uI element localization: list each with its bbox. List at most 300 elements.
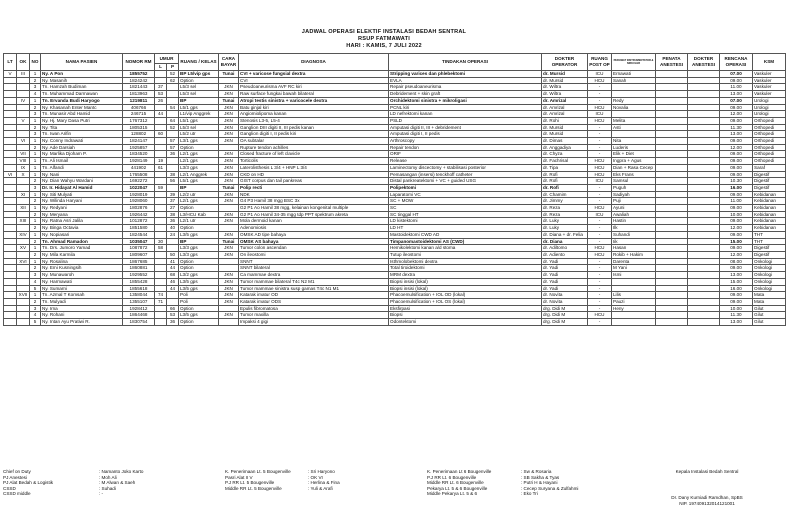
cell-diagnosis: Mola dermoid kanan: [239, 218, 389, 225]
cell-anesthesiologist: [688, 272, 720, 279]
cell-rm: 1692272: [123, 178, 155, 185]
cell-instrumentator: Melita: [612, 117, 656, 124]
cell-time: 12.00: [720, 225, 753, 232]
schedule-body: [4, 71, 786, 326]
cell-procedure: Eksfirpasi: [389, 305, 542, 312]
cell-age-p: [167, 84, 179, 91]
cell-ksm: Vaskuler: [753, 77, 786, 84]
cell-payment: [219, 205, 239, 212]
cell-diagnosis: NDK: [239, 191, 389, 198]
cell-lt: [4, 131, 17, 138]
cell-post-op: -: [588, 218, 612, 225]
cell-instrumentator: Lilis: [612, 292, 656, 299]
col-no: NO: [30, 54, 41, 71]
cell-lt: V: [4, 71, 17, 78]
cell-ok: VII: [17, 151, 30, 158]
cell-name: Ny. Nani: [41, 171, 123, 178]
cell-name: Ny. Wilinda Haryani: [41, 198, 123, 205]
footer-line: : SB Sakha & Tyas: [521, 474, 560, 480]
cell-operator: dr. Amrizal: [542, 111, 588, 118]
cell-room: Option: [179, 319, 219, 326]
cell-room: L3/3 gps: [179, 164, 219, 171]
cell-ok: XVII: [17, 292, 30, 299]
cell-rm: 1355107: [123, 298, 155, 305]
cell-instrumentator: Puguh: [612, 184, 656, 191]
col-perawat: PERAWAT INSTRUMENTATOR & SIRKULER: [612, 54, 656, 71]
cell-no: 1: [30, 117, 41, 124]
cell-name: Ny. Rosalina: [41, 258, 123, 265]
cell-procedure: LD nefrektomi kanan: [389, 111, 542, 118]
cell-lt: [4, 251, 17, 258]
cell-name: Ny. Conny Indrawati: [41, 138, 123, 145]
cell-name: Tn. Ervanda Budi Haryogo: [41, 97, 123, 104]
cell-penata: [656, 164, 688, 171]
cell-anesthesiologist: [688, 238, 720, 245]
cell-name: Ny. Meryana: [41, 211, 123, 218]
cell-rm: 1926442: [123, 211, 155, 218]
cell-age-p: 39: [167, 191, 179, 198]
cell-time: 09.00: [720, 298, 753, 305]
footer-line: : OK VI: [308, 474, 323, 480]
cell-anesthesiologist: [688, 178, 720, 185]
cell-age-p: [167, 91, 179, 98]
cell-procedure: Laparatomi VC: [389, 191, 542, 198]
cell-penata: [656, 124, 688, 131]
cell-no: 1: [30, 71, 41, 78]
cell-age-p: 50: [167, 251, 179, 258]
cell-ksm: Gilut: [753, 312, 786, 319]
cell-payment: JKN: [219, 245, 239, 252]
cell-instrumentator: Hastin: [612, 218, 656, 225]
cell-room: L2/1 gps: [179, 158, 219, 165]
cell-ok: [17, 251, 30, 258]
cell-no: 2: [30, 298, 41, 305]
cell-penata: [656, 184, 688, 191]
cell-instrumentator: Ismi: [612, 272, 656, 279]
cell-name: Ny. Tita: [41, 124, 123, 131]
cell-lt: [4, 164, 17, 171]
cell-time: 09.00: [720, 245, 753, 252]
cell-penata: [656, 77, 688, 84]
cell-rm: 1928412: [123, 305, 155, 312]
cell-penata: [656, 265, 688, 272]
cell-age-l: [155, 205, 167, 212]
cell-ok: XV: [17, 245, 30, 252]
footer-line: Chief on Duty: [3, 469, 31, 474]
cell-room: BP: [179, 97, 219, 104]
cell-ksm: Kebidanan: [753, 191, 786, 198]
table-row: [4, 218, 786, 225]
cell-rm: 1824242: [123, 77, 155, 84]
cell-operator: dr. Tipa: [542, 164, 588, 171]
cell-age-p: 52: [167, 124, 179, 131]
col-rencana: RENCANA OPERASI: [720, 54, 753, 71]
cell-age-l: 60: [155, 131, 167, 138]
cell-room: L1/vip Anggrek: [179, 111, 219, 118]
cell-anesthesiologist: [688, 205, 720, 212]
footer-roles-3: [427, 469, 491, 497]
cell-ok: [17, 84, 30, 91]
table-row: [4, 151, 786, 158]
cell-name: Ny. Emi Kusningsih: [41, 265, 123, 272]
cell-name: Ny. Harmawati: [41, 278, 123, 285]
cell-diagnosis: Pseudoaneurisma AVF RC kiri: [239, 84, 389, 91]
cell-name: Ny. Munawaroh: [41, 272, 123, 279]
cell-diagnosis: GIST corpus dan tail pankreas: [239, 178, 389, 185]
cell-penata: [656, 251, 688, 258]
cell-lt: [4, 278, 17, 285]
cell-diagnosis: G4 P3 Hamil 38 mgg BSC 3x: [239, 198, 389, 205]
cell-post-op: HCU: [588, 158, 612, 165]
cell-payment: JKN: [219, 131, 239, 138]
cell-post-op: -: [588, 131, 612, 138]
cell-lt: [4, 104, 17, 111]
cell-payment: JKN: [219, 178, 239, 185]
cell-room: L3/5 gps: [179, 231, 219, 238]
table-row: [4, 77, 786, 84]
cell-no: 1: [30, 191, 41, 198]
cell-diagnosis: OMSK AD tipe bahaya: [239, 231, 389, 238]
cell-payment: JKN: [219, 191, 239, 198]
cell-ksm: Onkologi: [753, 278, 786, 285]
cell-penata: [656, 312, 688, 319]
cell-ksm: Onkologi: [753, 272, 786, 279]
cell-lt: [4, 258, 17, 265]
cell-anesthesiologist: [688, 184, 720, 191]
cell-lt: [4, 144, 17, 151]
cell-payment: JKN: [219, 292, 239, 299]
cell-payment: [219, 258, 239, 265]
cell-post-op: ICU: [588, 178, 612, 185]
cell-lt: [4, 138, 17, 145]
cell-payment: [219, 225, 239, 232]
cell-payment: [219, 265, 239, 272]
cell-room: L5/3 sel: [179, 91, 219, 98]
cell-diagnosis: Tumor mammae bilateral T4c N2 M1: [239, 278, 389, 285]
cell-room: L3/HCU Kab: [179, 211, 219, 218]
cell-instrumentator: [612, 131, 656, 138]
cell-age-l: [155, 178, 167, 185]
cell-age-l: [155, 198, 167, 205]
cell-ok: IX: [17, 164, 30, 171]
table-row: [4, 178, 786, 185]
cell-age-p: [167, 292, 179, 299]
cell-post-op: ICU: [588, 211, 612, 218]
cell-no: 3: [30, 184, 41, 191]
hospital-name: RSUP FATMAWATI: [358, 36, 410, 42]
cell-time: 09.00: [720, 218, 753, 225]
cell-lt: [4, 111, 17, 118]
cell-time: 09.00: [720, 191, 753, 198]
cell-time: 10.00: [720, 305, 753, 312]
cell-name: Ny. Intan Ayu Pratiwi R.: [41, 319, 123, 326]
col-rm: NOMOR RM: [123, 54, 155, 71]
cell-anesthesiologist: [688, 265, 720, 272]
cell-payment: JKN: [219, 158, 239, 165]
table-row: [4, 111, 786, 118]
cell-name: Ny. Irna: [41, 305, 123, 312]
cell-lt: VI: [4, 171, 17, 178]
cell-post-op: -: [588, 198, 612, 205]
cell-instrumentator: Luderis: [612, 144, 656, 151]
table-row: [4, 319, 786, 326]
cell-instrumentator: Ilk: [612, 225, 656, 232]
cell-post-op: -: [588, 144, 612, 151]
cell-age-l: 30: [155, 238, 167, 245]
cell-no: 3: [30, 111, 41, 118]
cell-room: Option: [179, 77, 219, 84]
cell-operator: dr. Rohi: [542, 117, 588, 124]
cell-procedure: Tutup ileostomi: [389, 251, 542, 258]
cell-time: 11.00: [720, 84, 753, 91]
cell-ksm: Urologi: [753, 104, 786, 111]
cell-anesthesiologist: [688, 158, 720, 165]
cell-name: Ny. Khasanah Enter Mantc: [41, 104, 123, 111]
cell-penata: [656, 104, 688, 111]
cell-age-l: [155, 104, 167, 111]
cell-payment: Tunai: [219, 238, 239, 245]
cell-operator: dr. Luky: [542, 225, 588, 232]
cell-post-op: HCU: [588, 77, 612, 84]
cell-room: L3/5 gps: [179, 285, 219, 292]
cell-payment: [219, 305, 239, 312]
cell-age-l: [155, 117, 167, 124]
cell-no: 2: [30, 104, 41, 111]
footer-roles-2: [225, 469, 291, 491]
cell-ok: [17, 111, 30, 118]
cell-room: Option: [179, 265, 219, 272]
cell-penata: [656, 71, 688, 78]
cell-time: 09.00: [720, 265, 753, 272]
cell-name: Tn. Hamzah Budiman: [41, 84, 123, 91]
cell-ksm: Orthopedi: [753, 151, 786, 158]
cell-rm: 1928019: [123, 191, 155, 198]
cell-diagnosis: SNNT bilateral: [239, 265, 389, 272]
cell-post-op: -: [588, 258, 612, 265]
cell-age-p: 54: [167, 104, 179, 111]
cell-time: 13.00: [720, 272, 753, 279]
cell-instrumentator: Ayuni: [612, 205, 656, 212]
cell-ok: [17, 184, 30, 191]
cell-ksm: Gilut: [753, 305, 786, 312]
cell-no: 4: [30, 312, 41, 319]
cell-procedure: Orchidektomi sinistra + mikroligasi: [389, 97, 542, 104]
cell-age-p: 62: [167, 77, 179, 84]
cell-rm: 1358044: [123, 292, 155, 299]
cell-instrumentator: Suhandi: [612, 231, 656, 238]
cell-operator: dr. Rofi: [542, 178, 588, 185]
cell-post-op: -: [588, 138, 612, 145]
cell-penata: [656, 131, 688, 138]
cell-ok: XIV: [17, 231, 30, 238]
cell-no: 1: [30, 218, 41, 225]
cell-anesthesiologist: [688, 144, 720, 151]
cell-lt: [4, 265, 17, 272]
cell-age-l: [155, 258, 167, 265]
footer-line: : Herlina & Fina: [308, 480, 340, 486]
cell-age-p: 56: [167, 178, 179, 185]
table-row: [4, 305, 786, 312]
cell-ksm: Gilut: [753, 319, 786, 326]
cell-payment: JKN: [219, 231, 239, 238]
cell-name: Ny. Hj. Mary Dasa Putri: [41, 117, 123, 124]
footer-line: Pasri Alat II V: [225, 474, 253, 480]
cell-time: 11.00: [720, 198, 753, 205]
footer-roles: [3, 469, 53, 497]
cell-instrumentator: Iik: [612, 238, 656, 245]
cell-operator: dr. Mursid: [542, 124, 588, 131]
cell-no: 2: [30, 265, 41, 272]
cell-procedure: LD HT: [389, 225, 542, 232]
cell-ksm: Orthopedi: [753, 131, 786, 138]
cell-anesthesiologist: [688, 319, 720, 326]
cell-room: Option: [179, 258, 219, 265]
cell-diagnosis: Tumor colon ascendan: [239, 245, 389, 252]
cell-name: Tn. Ahmad Ramadon: [41, 238, 123, 245]
cell-procedure: Repair tendon: [389, 144, 542, 151]
footer-line: : Sri Haryono: [308, 469, 335, 474]
cell-operator: dr. Amrizal: [542, 97, 588, 104]
cell-procedure: Release: [389, 158, 542, 165]
cell-instrumentator: [612, 84, 656, 91]
cell-ksm: Onkologi: [753, 265, 786, 272]
cell-lt: [4, 298, 17, 305]
cell-instrumentator: Pauzi: [612, 298, 656, 305]
cell-rm: 1809607: [123, 251, 155, 258]
cell-age-p: 52: [167, 71, 179, 78]
cell-lt: [4, 205, 17, 212]
cell-ok: III: [17, 71, 30, 78]
col-tindakan: TINDAKAN OPERASI: [389, 54, 542, 71]
header-row: [4, 54, 786, 64]
col-l: L: [155, 64, 167, 71]
cell-lt: [4, 272, 17, 279]
cell-post-op: -: [588, 151, 612, 158]
cell-rm: 441902: [123, 164, 155, 171]
cell-operator: drg. Didi M: [542, 305, 588, 312]
cell-lt: [4, 191, 17, 198]
cell-time: 12.00: [720, 144, 753, 151]
cell-room: L3/3 gps: [179, 251, 219, 258]
cell-age-l: [155, 225, 167, 232]
cell-operator: dr. Mursid: [542, 71, 588, 78]
cell-anesthesiologist: [688, 91, 720, 98]
cell-operator: dr. Jimmy: [542, 198, 588, 205]
footer-names: [99, 469, 143, 497]
cell-operator: drg. Didi M: [542, 319, 588, 326]
cell-age-l: [155, 319, 167, 326]
cell-time: 09.00: [720, 138, 753, 145]
cell-procedure: Debridement + skin graft: [389, 91, 542, 98]
cell-operator: dr. Amrizal: [542, 104, 588, 111]
cell-penata: [656, 138, 688, 145]
footer-line: K. Penerimaan Lt. 5 Bougenville: [225, 469, 291, 474]
cell-room: L3/1 gps: [179, 138, 219, 145]
cell-diagnosis: Katarak imatur ODS: [239, 298, 389, 305]
cell-room: BP: [179, 238, 219, 245]
cell-penata: [656, 97, 688, 104]
cell-time: 09.00: [720, 117, 753, 124]
cell-no: 1: [30, 164, 41, 171]
cell-rm: 1813963: [123, 91, 155, 98]
cell-age-p: 44: [167, 285, 179, 292]
cell-ksm: Digestif: [753, 245, 786, 252]
cell-procedure: SC + MOW: [389, 198, 542, 205]
cell-no: 2: [30, 124, 41, 131]
cell-no: 5: [30, 319, 41, 326]
cell-procedure: ORIF: [389, 151, 542, 158]
cell-post-op: -: [588, 191, 612, 198]
table-row: [4, 231, 786, 238]
table-row: [4, 71, 786, 78]
cell-age-l: [155, 138, 167, 145]
cell-room: L3/5 gps: [179, 278, 219, 285]
cell-operator: dr. Dimas: [542, 138, 588, 145]
cell-room: L2/2 utr: [179, 191, 219, 198]
cell-rm: 1928060: [123, 198, 155, 205]
cell-ksm: Kebidanan: [753, 198, 786, 205]
cell-lt: [4, 198, 17, 205]
cell-diagnosis: Ca mammae dextra: [239, 272, 389, 279]
cell-ksm: THT: [753, 238, 786, 245]
cell-anesthesiologist: [688, 191, 720, 198]
cell-operator: dr. Reza: [542, 211, 588, 218]
cell-time: 15.00: [720, 238, 753, 245]
footer-line: PJ Alat Bedah & Logistik: [3, 480, 54, 486]
col-cara: CARA BAYAR: [219, 54, 239, 71]
cell-rm: 1830754: [123, 319, 155, 326]
footer-line: : M Alwan & Saeh: [99, 480, 136, 486]
cell-time: 09.00: [720, 292, 753, 299]
cell-ksm: THT: [753, 231, 786, 238]
cell-room: Poli: [179, 292, 219, 299]
cell-lt: [4, 245, 17, 252]
cell-ok: XVI: [17, 258, 30, 265]
cell-lt: [4, 151, 17, 158]
cell-ksm: Orthopedi: [753, 124, 786, 131]
cell-ksm: Orthopedi: [753, 117, 786, 124]
cell-age-p: [167, 298, 179, 305]
schedule-date: HARI : KAMIS, 7 JULI 2022: [346, 43, 422, 49]
cell-ksm: Kebidanan: [753, 218, 786, 225]
cell-ok: [17, 124, 30, 131]
footer-line: : Putri H & Hayani: [521, 480, 558, 486]
cell-no: 2: [30, 77, 41, 84]
cell-age-p: [167, 184, 179, 191]
cell-rm: 406766: [123, 104, 155, 111]
cell-diagnosis: Batu ginjal kiri: [239, 104, 389, 111]
cell-rm: 1821443: [123, 84, 155, 91]
cell-penata: [656, 225, 688, 232]
cell-name: Tn. Muhammad Darmawan: [41, 91, 123, 98]
cell-ok: [17, 319, 30, 326]
col-penata: PENATA ANESTESI: [656, 54, 688, 71]
cell-lt: [4, 97, 17, 104]
cell-payment: JKN: [219, 84, 239, 91]
cell-penata: [656, 151, 688, 158]
cell-time: 09.00: [720, 205, 753, 212]
cell-operator: dr. Reza: [542, 205, 588, 212]
table-row: [4, 184, 786, 191]
cell-instrumentator: Hasan: [612, 245, 656, 252]
cell-diagnosis: CVI: [239, 77, 389, 84]
cell-procedure: Distal pankreatektomi + VC + guided USG: [389, 178, 542, 185]
cell-time: 09.00: [720, 171, 753, 178]
cell-diagnosis: Torticolis: [239, 158, 389, 165]
cell-instrumentator: Ernawati: [612, 71, 656, 78]
cell-post-op: -: [588, 278, 612, 285]
cell-ksm: Onkologi: [753, 285, 786, 292]
